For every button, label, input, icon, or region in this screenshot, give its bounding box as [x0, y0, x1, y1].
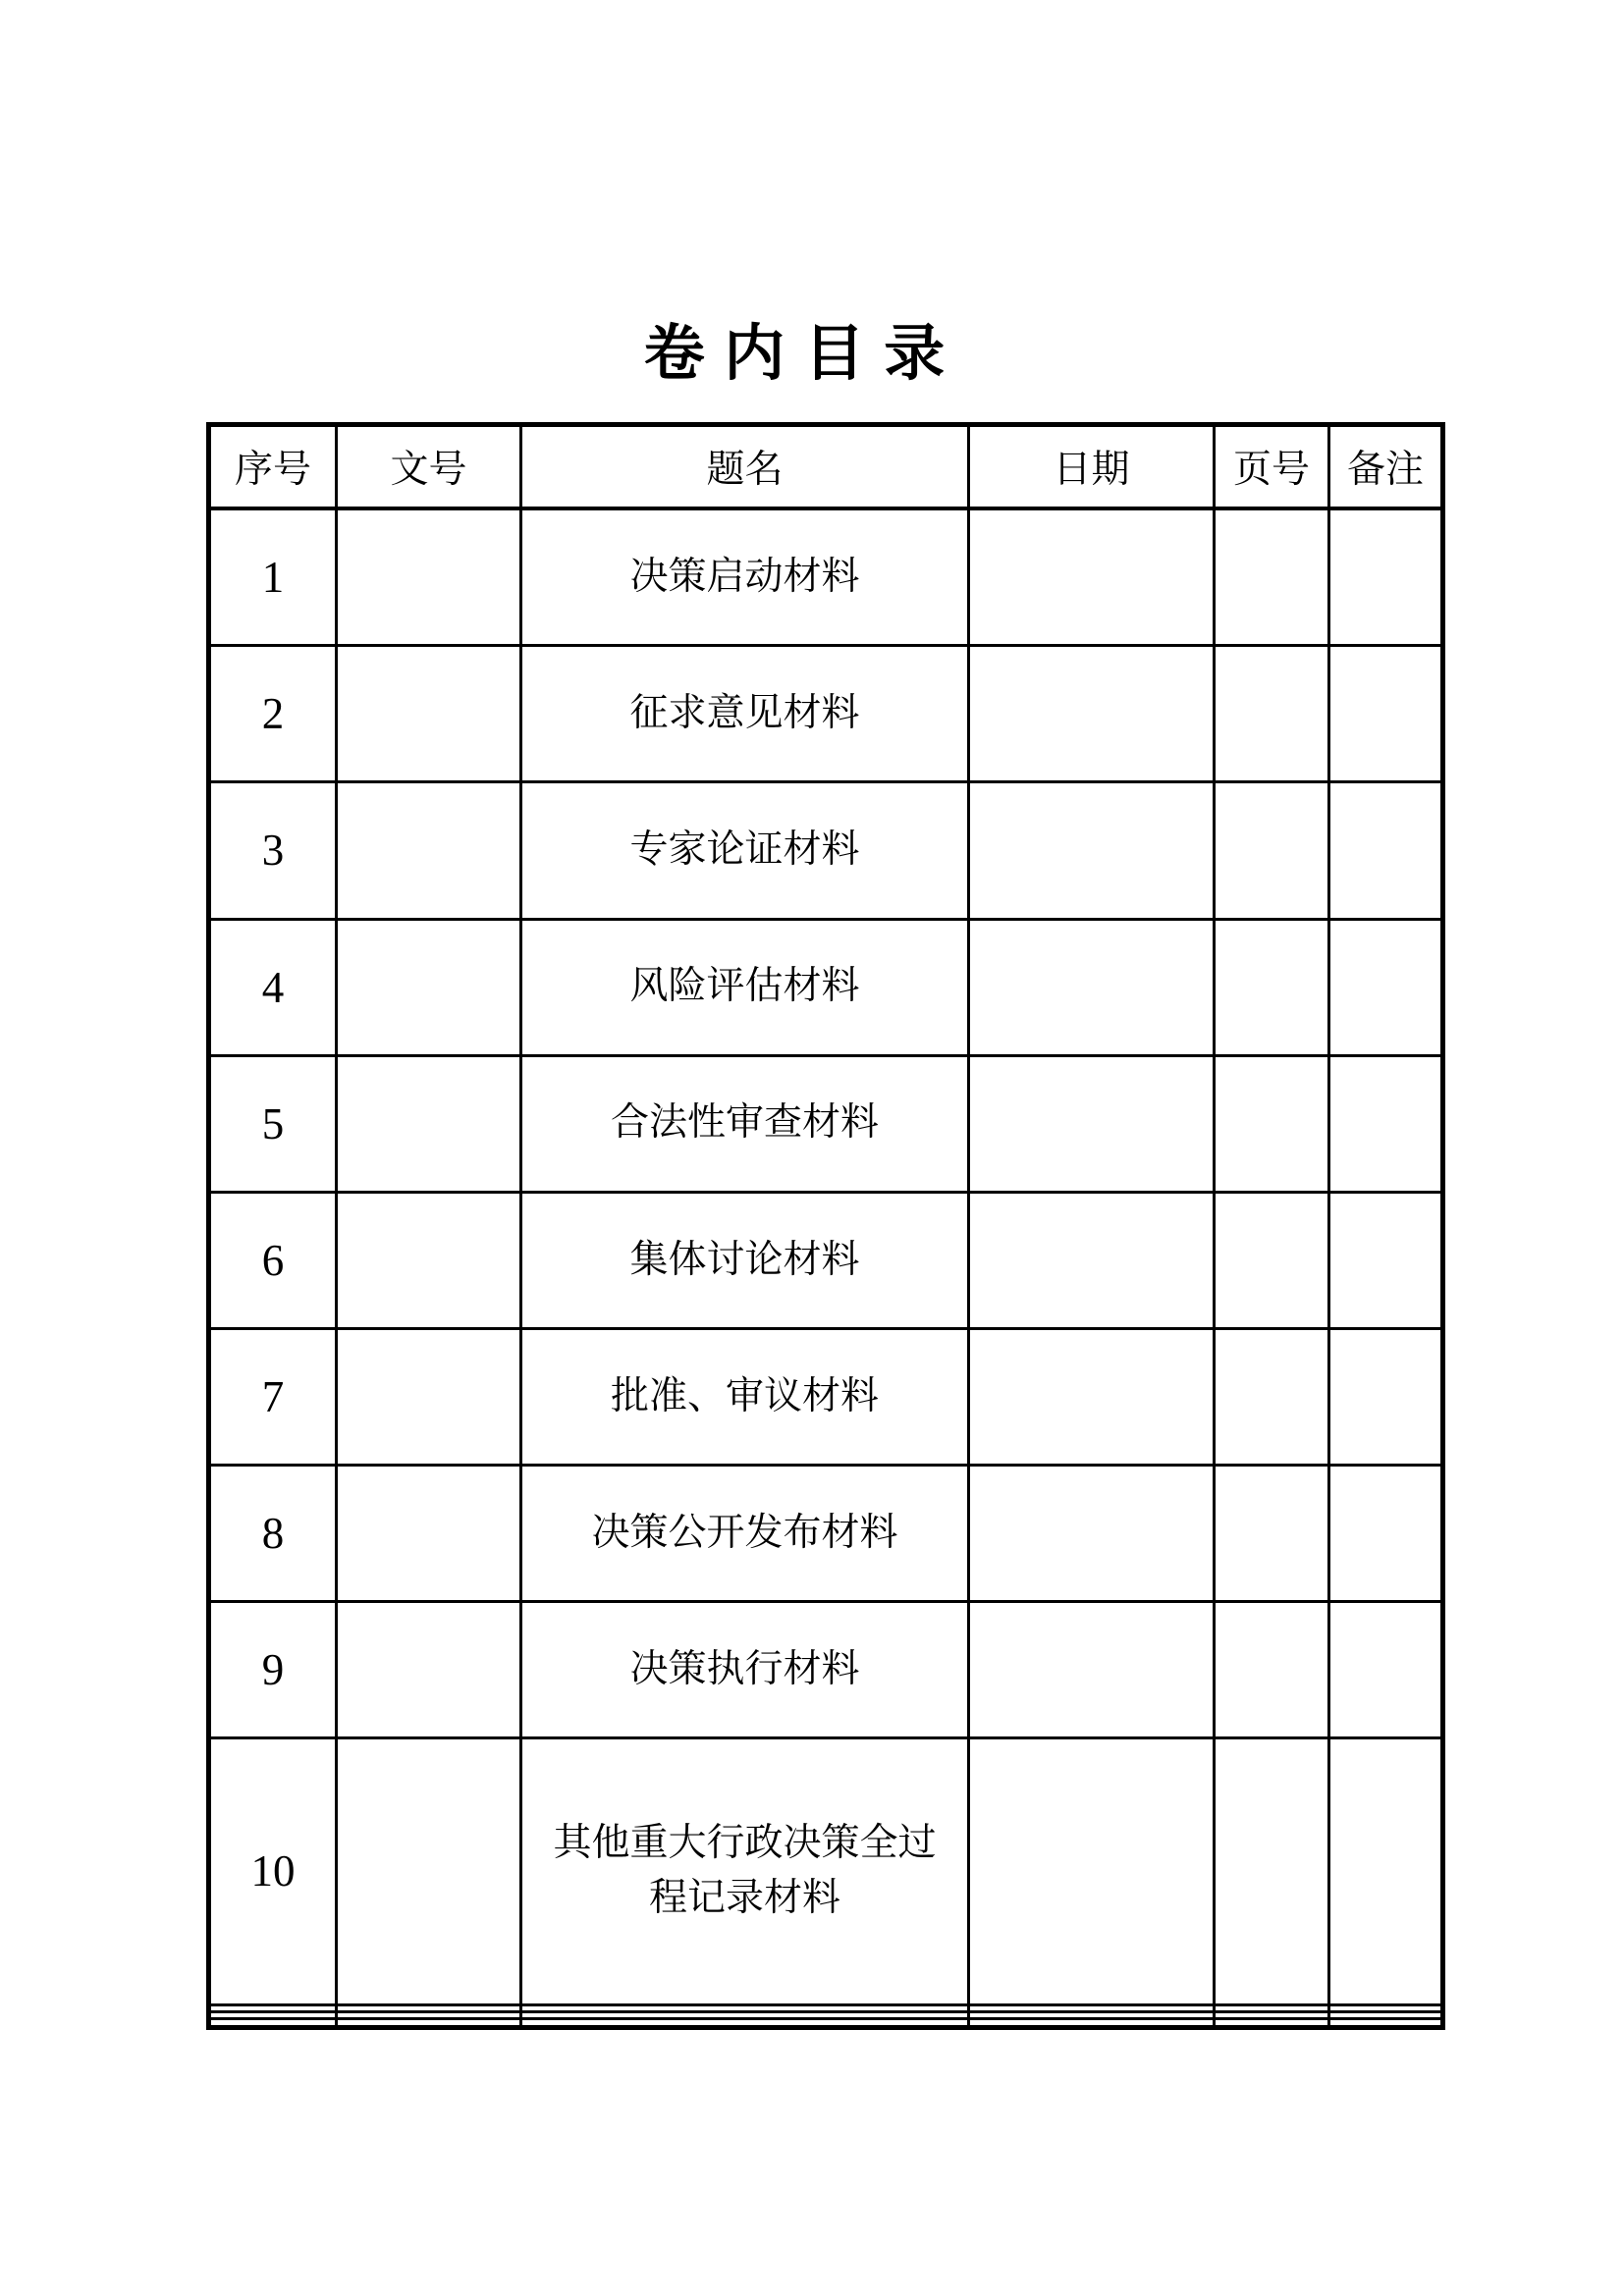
serial-number-cell: 9	[209, 1602, 337, 1738]
serial-number-cell: 2	[209, 646, 337, 782]
document-number-cell	[337, 2011, 521, 2018]
serial-number-cell	[209, 2011, 337, 2018]
title-cell: 合法性审查材料	[521, 1055, 969, 1192]
serial-number-cell: 1	[209, 508, 337, 646]
document-number-cell	[337, 646, 521, 782]
document-number-cell	[337, 1738, 521, 2004]
title-cell: 集体讨论材料	[521, 1192, 969, 1328]
table-row	[209, 508, 1443, 646]
serial-number-cell: 5	[209, 1055, 337, 1192]
document-number-cell	[337, 1328, 521, 1465]
date-cell	[969, 2004, 1215, 2011]
document-number-cell	[337, 2004, 521, 2011]
title-cell: 决策公开发布材料	[521, 1466, 969, 1602]
serial-number-cell: 3	[209, 782, 337, 919]
date-cell	[969, 1328, 1215, 1465]
title-cell	[521, 2011, 969, 2018]
table-row	[209, 646, 1443, 782]
serial-number-cell	[209, 2004, 337, 2011]
page-number-cell	[1215, 919, 1329, 1055]
remarks-cell	[1329, 1055, 1443, 1192]
title-cell	[521, 2004, 969, 2011]
page-number-cell	[1215, 782, 1329, 919]
table-row	[209, 1466, 1443, 1602]
page-number-cell	[1215, 1602, 1329, 1738]
table-row-empty	[209, 2011, 1443, 2018]
page-number-cell	[1215, 2004, 1329, 2011]
table-row-empty	[209, 2004, 1443, 2011]
date-cell	[969, 2018, 1215, 2027]
document-number-cell	[337, 782, 521, 919]
remarks-cell	[1329, 508, 1443, 646]
table-row	[209, 1328, 1443, 1465]
header-remarks: 备注	[1329, 425, 1443, 508]
header-date: 日期	[969, 425, 1215, 508]
document-number-cell	[337, 2018, 521, 2027]
title-cell: 决策启动材料	[521, 508, 969, 646]
page-number-cell	[1215, 1192, 1329, 1328]
table-header-row	[209, 425, 1443, 508]
document-number-cell	[337, 1055, 521, 1192]
page-number-cell	[1215, 1466, 1329, 1602]
page-number-cell	[1215, 646, 1329, 782]
page-title: 卷 内 目 录	[643, 321, 947, 388]
remarks-cell	[1329, 782, 1443, 919]
document-number-cell	[337, 1192, 521, 1328]
table-row	[209, 1055, 1443, 1192]
title-cell: 征求意见材料	[521, 646, 969, 782]
header-document-number: 文号	[337, 425, 521, 508]
page-number-cell	[1215, 1328, 1329, 1465]
table-row	[209, 1602, 1443, 1738]
document-number-cell	[337, 1466, 521, 1602]
date-cell	[969, 1738, 1215, 2004]
header-page-number: 页号	[1215, 425, 1329, 508]
title-cell: 批准、审议材料	[521, 1328, 969, 1465]
serial-number-cell: 10	[209, 1738, 337, 2004]
remarks-cell	[1329, 2018, 1443, 2027]
header-title: 题名	[521, 425, 969, 508]
page-number-cell	[1215, 2011, 1329, 2018]
serial-number-cell: 8	[209, 1466, 337, 1602]
page-number-cell	[1215, 1055, 1329, 1192]
remarks-cell	[1329, 2011, 1443, 2018]
date-cell	[969, 919, 1215, 1055]
date-cell	[969, 1466, 1215, 1602]
table-row	[209, 1192, 1443, 1328]
page-number-cell	[1215, 2018, 1329, 2027]
remarks-cell	[1329, 1328, 1443, 1465]
date-cell	[969, 2011, 1215, 2018]
date-cell	[969, 508, 1215, 646]
remarks-cell	[1329, 1192, 1443, 1328]
remarks-cell	[1329, 646, 1443, 782]
date-cell	[969, 1602, 1215, 1738]
page-number-cell	[1215, 508, 1329, 646]
page-number-cell	[1215, 1738, 1329, 2004]
contents-table	[206, 422, 1445, 2030]
document-number-cell	[337, 508, 521, 646]
remarks-cell	[1329, 2004, 1443, 2011]
document-number-cell	[337, 919, 521, 1055]
title-cell: 专家论证材料	[521, 782, 969, 919]
table-row-empty	[209, 2018, 1443, 2027]
serial-number-cell	[209, 2018, 337, 2027]
remarks-cell	[1329, 1466, 1443, 1602]
title-cell: 其他重大行政决策全过程记录材料	[521, 1738, 969, 2004]
title-cell: 决策执行材料	[521, 1602, 969, 1738]
title-cell: 风险评估材料	[521, 919, 969, 1055]
table-row	[209, 782, 1443, 919]
document-number-cell	[337, 1602, 521, 1738]
remarks-cell	[1329, 919, 1443, 1055]
title-cell	[521, 2018, 969, 2027]
date-cell	[969, 1192, 1215, 1328]
date-cell	[969, 782, 1215, 919]
date-cell	[969, 1055, 1215, 1192]
serial-number-cell: 4	[209, 919, 337, 1055]
serial-number-cell: 6	[209, 1192, 337, 1328]
remarks-cell	[1329, 1602, 1443, 1738]
header-serial-number: 序号	[209, 425, 337, 508]
date-cell	[969, 646, 1215, 782]
serial-number-cell: 7	[209, 1328, 337, 1465]
table-row	[209, 1738, 1443, 2004]
table-row	[209, 919, 1443, 1055]
remarks-cell	[1329, 1738, 1443, 2004]
